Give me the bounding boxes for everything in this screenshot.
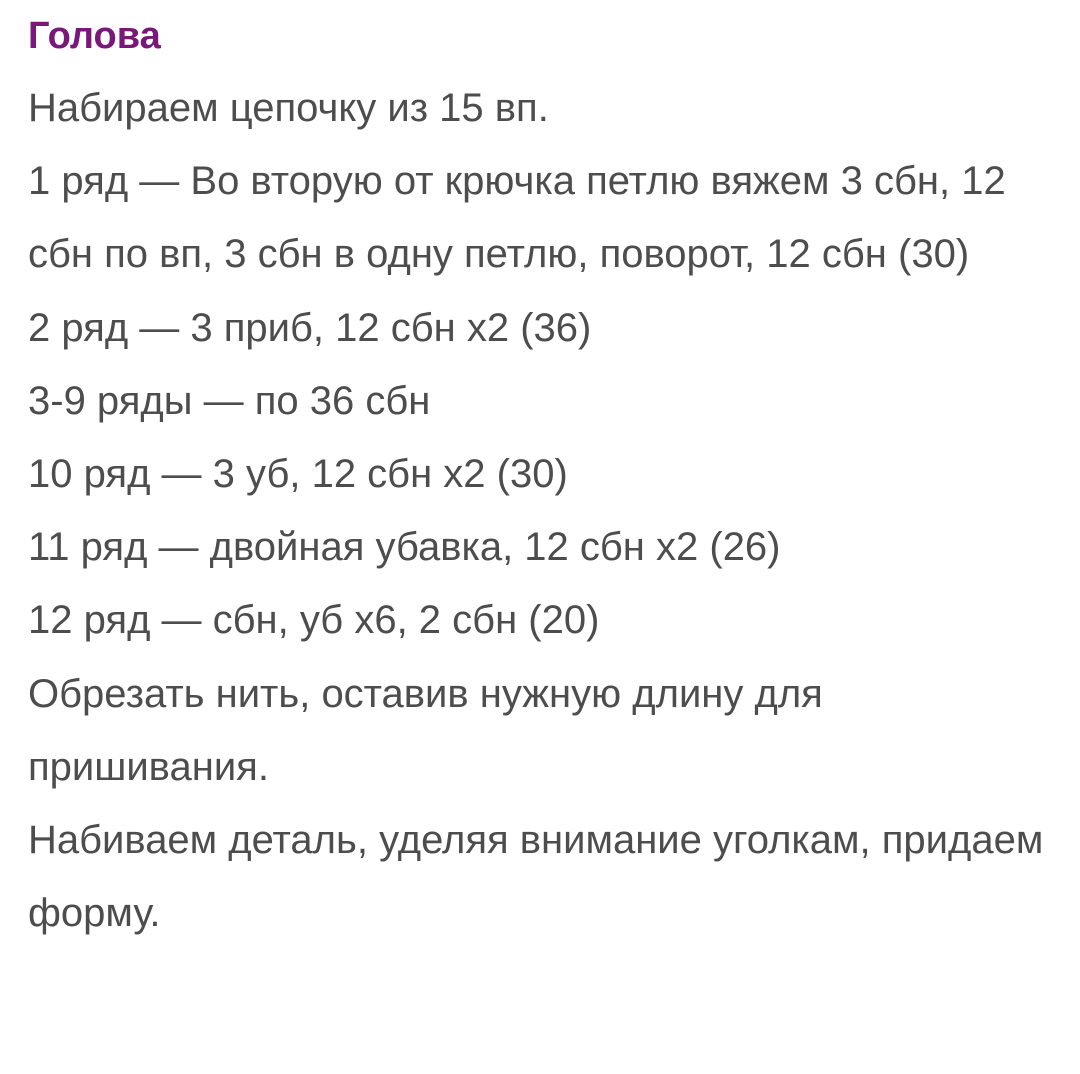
paragraph-row-11: 11 ряд — двойная убавка, 12 сбн х2 (26)	[28, 525, 781, 570]
paragraph-row-1: 1 ряд — Во вторую от крючка петлю вяжем 3 сбн, 12 сбн по вп, 3 сбн в одну петлю, поворот, 12 сбн (30)	[28, 159, 1006, 277]
paragraph-stuffing: Набиваем деталь, уделяя внимание уголкам, придаем форму.	[28, 818, 1044, 936]
paragraph-cut-yarn: Обрезать нить, оставив нужную длину для пришивания.	[28, 671, 823, 789]
document-title: Голова	[28, 15, 161, 57]
paragraph-row-10: 10 ряд — 3 уб, 12 сбн х2 (30)	[28, 452, 568, 497]
paragraph-row-2: 2 ряд — 3 приб, 12 сбн х2 (36)	[28, 305, 592, 350]
paragraph-cast-on: Набираем цепочку из 15 вп.	[28, 86, 549, 130]
paragraph-row-12: 12 ряд — сбн, уб х6, 2 сбн (20)	[28, 598, 600, 643]
document-body	[28, 72, 1068, 950]
paragraph-rows-3-9: 3-9 ряды — по 36 сбн	[28, 378, 431, 423]
